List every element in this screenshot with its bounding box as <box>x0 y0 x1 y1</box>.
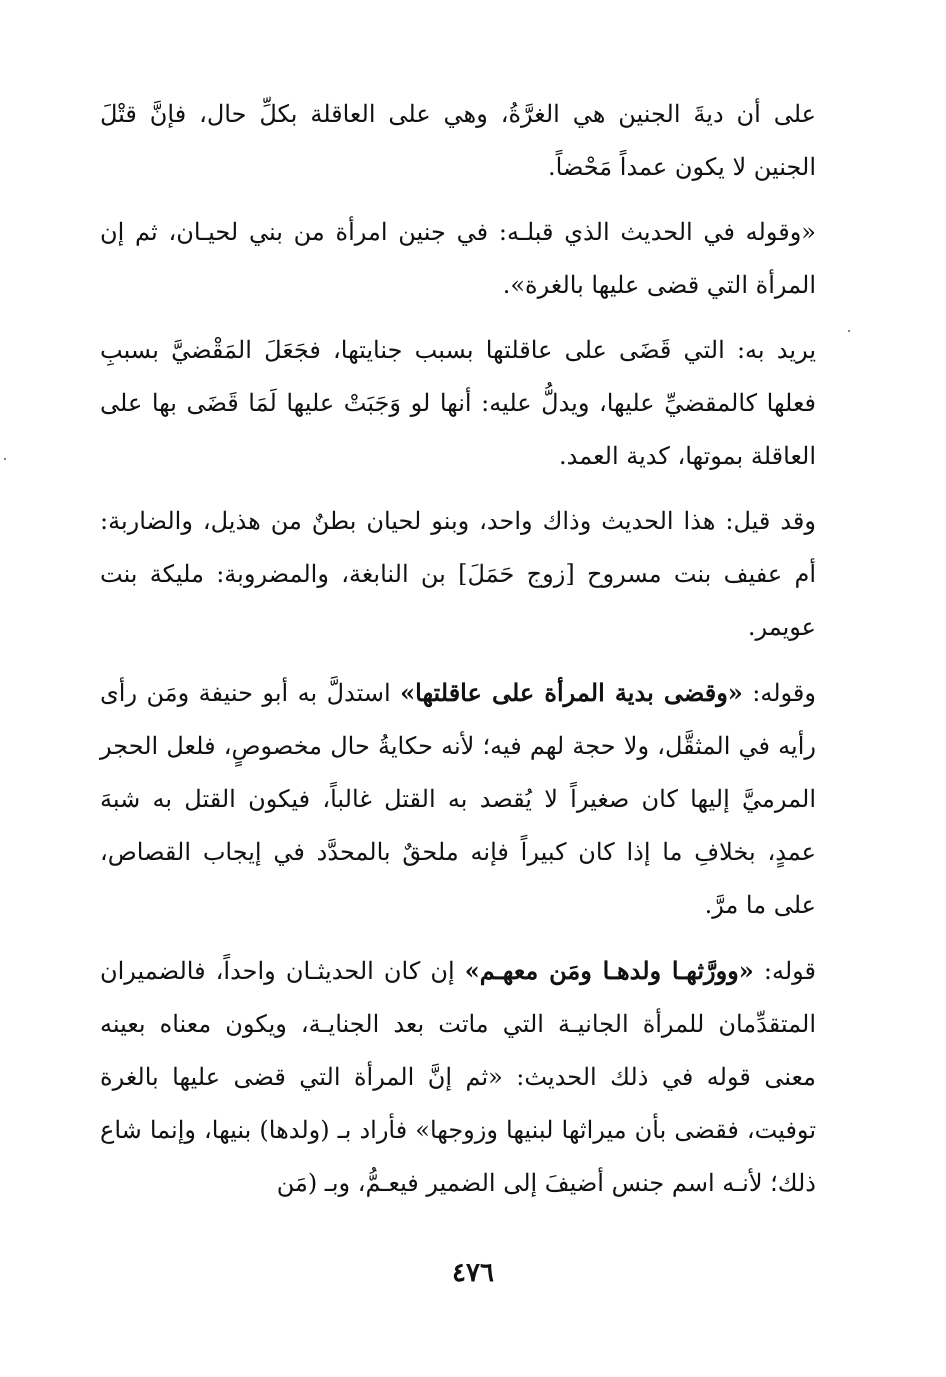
paragraph-p1 <box>100 88 816 194</box>
paragraph-p5 <box>100 666 816 932</box>
paragraph-text: على أن ديةَ الجنين هي الغرَّةُ، وهي على العاقلة بكلِّ حال، فإنَّ قتْلَ الجنين لا يكون عمداً مَحْضاً. <box>100 100 816 181</box>
paragraph-text: يريد به: التي قَضَى على عاقلتها بسبب جنايتها، فجَعَلَ المَقْضيَّ بسببِ فعلها كالمقضيِّ عليها، ويدلُّ عليه: أنها لو وَجَبَتْ عليها لَمَا قَضَى بها على العاقلة بموتها، كدية العمد. <box>100 336 816 470</box>
scan-speck <box>4 458 6 460</box>
paragraph-text: إن كان الحديثـان واحداً، فالضميران المتقدِّمان للمرأة الجانيـة التي ماتت بعد الجنايـة، ويكون معناه بعينه معنى قوله في ذلك الحديث: «ثم إنَّ المرأة التي قضى عليها بالغرة توفيت، فقضى بأن ميراثها لبنيها وزوجها» فأراد بـ (ولدها) بنيها، وإنما شاع ذلك؛ لأنـه اسم جنس أضيفَ إلى الضمير فيعـمُّ، وبـ (مَن <box>100 957 816 1197</box>
paragraph-p2 <box>100 206 816 312</box>
page-number: ٤٧٦ <box>452 1258 494 1288</box>
quoted-hadith-text: «وقضى بدية المرأة على عاقلتها» <box>400 678 743 707</box>
paragraph-text: وقد قيل: هذا الحديث وذاك واحد، وبنو لحيان بطنٌ من هذيل، والضاربة: أم عفيف بنت مسروح [زوج حَمَلَ] بن النابغة، والمضروبة: مليكة بنت عويمر. <box>100 507 816 641</box>
paragraph-p4 <box>100 495 816 654</box>
page-body-text <box>100 88 816 1222</box>
scan-speck <box>848 330 850 332</box>
paragraph-text: «وقوله في الحديث الذي قبلـه: في جنين امرأة من بني لحيـان، ثم إن المرأة التي قضى عليها بالغرة». <box>100 218 816 299</box>
paragraph-p3 <box>100 324 816 483</box>
paragraph-p6 <box>100 944 816 1210</box>
quoted-hadith-text: «وورَّثهـا ولدهـا ومَن معهـم» <box>464 956 754 985</box>
paragraph-text: قوله: <box>753 957 817 985</box>
paragraph-text: استدلَّ به أبو حنيفة ومَن رأى رأيه في المثقَّل، ولا حجة لهم فيه؛ لأنه حكايةُ حال مخصوصٍ، فلعل الحجر المرميَّ إليها كان صغيراً لا يُقصد به القتل غالباً، فيكون القتل به شبهَ عمدٍ، بخلافِ ما إذا كان كبيراً فإنه ملحقٌ بالمحدَّد في إيجاب القصاص، على ما مرَّ. <box>100 679 816 919</box>
paragraph-text: وقوله: <box>742 679 816 707</box>
